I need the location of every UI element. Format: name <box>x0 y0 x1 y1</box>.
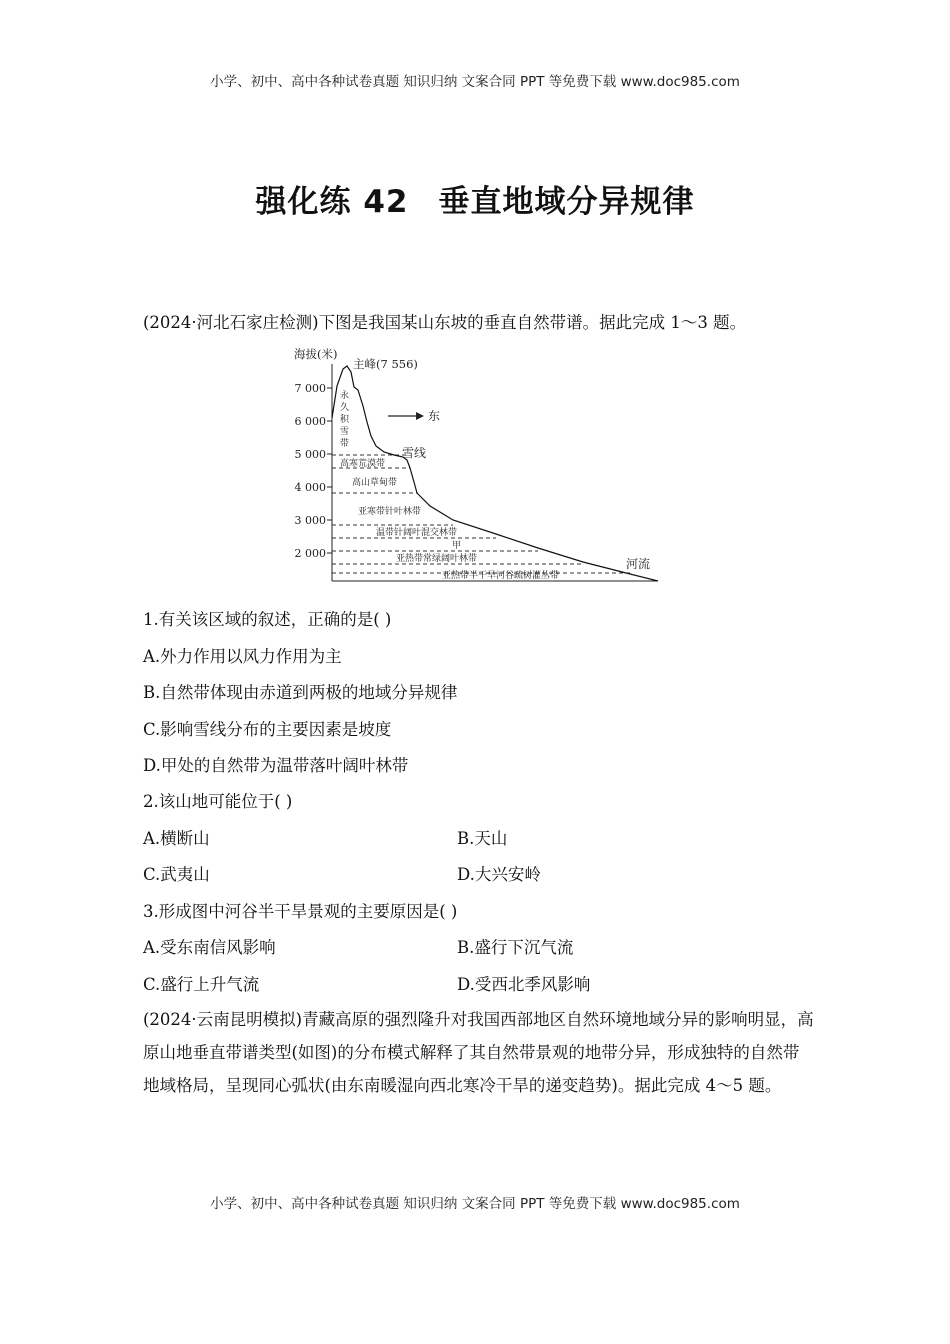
zone-permanent-snow-5: 带 <box>340 439 350 449</box>
tick-label-7000: 7 000 <box>294 382 326 395</box>
q1-option-c: C.影响雪线分布的主要因素是坡度 <box>143 720 392 739</box>
zone-subtropical-evergreen: 亚热带常绿阔叶林带 <box>396 554 478 564</box>
tick-label-5000: 5 000 <box>294 448 326 461</box>
q3-option-d: D.受西北季风影响 <box>457 975 591 994</box>
tick-label-3000: 3 000 <box>294 514 326 527</box>
q1-option-d: D.甲处的自然带为温带落叶阔叶林带 <box>143 756 409 775</box>
zone-permanent-snow-4: 雪 <box>340 427 350 437</box>
zone-permanent-snow-2: 久 <box>340 403 350 413</box>
mountain-profile <box>332 366 658 581</box>
snowline-label: 雪线 <box>402 446 427 460</box>
zone-permanent-snow-1: 永 <box>340 391 350 401</box>
q3-stem: 3.形成图中河谷半干旱景观的主要原因是( ) <box>143 902 458 921</box>
q1-option-b: B.自然带体现由赤道到两极的地域分异规律 <box>143 683 458 702</box>
q2-option-c: C.武夷山 <box>143 865 210 884</box>
direction-label: 东 <box>428 409 441 423</box>
q1-option-a: A.外力作用以风力作用为主 <box>143 647 342 666</box>
tick-label-6000: 6 000 <box>294 415 326 428</box>
tick-label-4000: 4 000 <box>294 481 326 494</box>
q2-option-b: B.天山 <box>457 829 508 848</box>
zone-temperate-mixed: 温带针阔叶混交林带 <box>376 528 458 538</box>
zone-permanent-snow-3: 积 <box>340 415 350 425</box>
peak-label: 主峰(7 556) <box>353 357 418 371</box>
page-title <box>0 176 950 221</box>
tick-label-2000: 2 000 <box>294 547 326 560</box>
title-topic: 垂直地域分异规律 <box>438 184 695 220</box>
zone-jia: 甲 <box>452 541 462 551</box>
q3-option-c: C.盛行上升气流 <box>143 975 260 994</box>
intro-paragraph-2: (2024·云南昆明模拟)青藏高原的强烈隆升对我国西部地区自然环境地域分异的影响明显，高原山地垂直带谱类型(如图)的分布模式解释了其自然带景观的地带分异，形成独特的自然带地域格局，呈现同心弧状(由东南暖湿向西北寒冷干旱的递变趋势)。据此完成 4～5 题。 <box>143 1010 814 1095</box>
page-header: 小学、初中、高中各种试卷真题 知识归纳 文案合同 PPT 等免费下载 www.doc985.com <box>210 74 740 90</box>
vertical-zonation-figure <box>290 342 670 587</box>
river-label: 河流 <box>626 557 651 571</box>
q2-option-a: A.横断山 <box>143 829 210 848</box>
intro-paragraph-1: (2024·河北石家庄检测)下图是我国某山东坡的垂直自然带谱。据此完成 1～3 题。 <box>143 313 747 332</box>
q1-stem: 1.有关该区域的叙述，正确的是( ) <box>143 610 392 629</box>
q3-option-a: A.受东南信风影响 <box>143 938 276 957</box>
q3-option-b: B.盛行下沉气流 <box>457 938 574 957</box>
title-number: 强化练 42 <box>255 184 409 220</box>
zone-valley-shrub: 亚热带半干旱河谷疏树灌丛带 <box>442 571 560 581</box>
q2-option-d: D.大兴安岭 <box>457 865 541 884</box>
zone-alpine-desert: 高寒荒漠带 <box>340 459 386 469</box>
zone-subarctic-coniferous: 亚寒带针叶林带 <box>358 507 422 517</box>
page-footer: 小学、初中、高中各种试卷真题 知识归纳 文案合同 PPT 等免费下载 www.doc985.com <box>210 1196 740 1212</box>
q2-stem: 2.该山地可能位于( ) <box>143 792 293 811</box>
y-axis-label: 海拔(米) <box>294 347 338 361</box>
zone-alpine-meadow: 高山草甸带 <box>352 478 398 488</box>
